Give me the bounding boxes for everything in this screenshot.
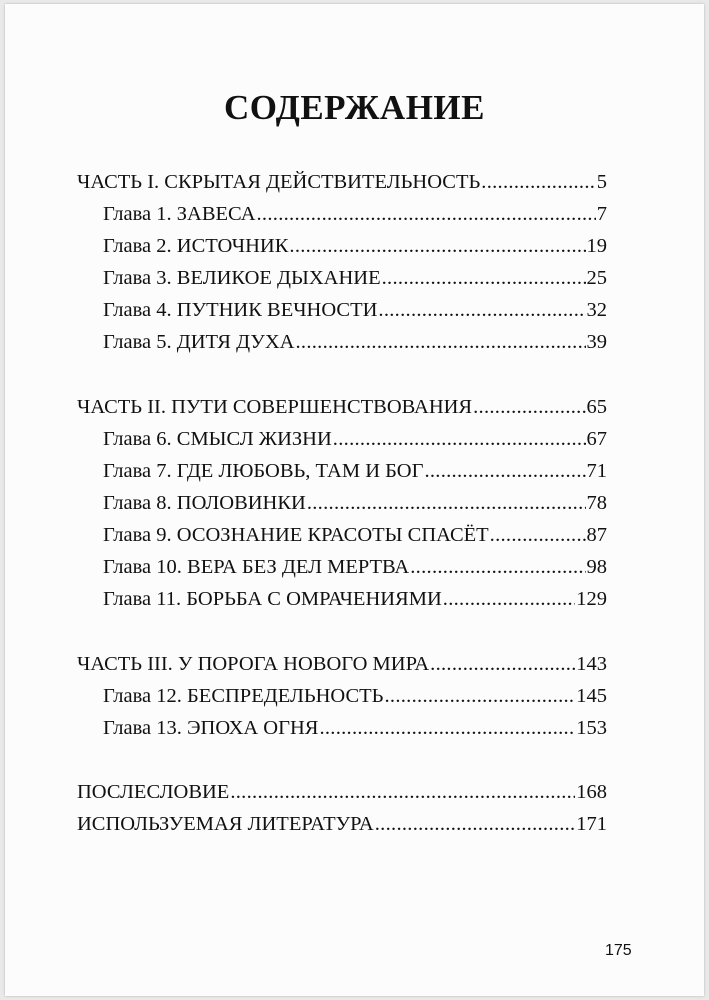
toc-entry-label: ЧАСТЬ I. СКРЫТАЯ ДЕЙСТВИТЕЛЬНОСТЬ: [77, 171, 481, 193]
leader-dots: [230, 777, 575, 807]
leader-dots: [257, 199, 596, 229]
leader-dots: [430, 649, 575, 679]
leader-dots: [295, 327, 585, 357]
toc-entry-label: Глава 8. ПОЛОВИНКИ: [103, 492, 306, 514]
leader-dots: [378, 295, 585, 325]
page-title: СОДЕРЖАНИЕ: [223, 88, 485, 127]
toc-entry-label: Глава 11. БОРЬБА С ОМРАЧЕНИЯМИ: [103, 588, 442, 610]
toc-entry-label: Глава 10. ВЕРА БЕЗ ДЕЛ МЕРТВА: [103, 556, 410, 578]
toc-entry-label: Глава 2. ИСТОЧНИК: [103, 235, 289, 257]
toc-entry-page: 71: [586, 460, 607, 482]
leader-dots: [375, 809, 576, 839]
toc-entry-label: Глава 9. ОСОЗНАНИЕ КРАСОТЫ СПАСЁТ: [103, 524, 489, 546]
toc-part-1: [77, 167, 607, 197]
toc-chapter-4: [103, 295, 607, 325]
leader-dots: [481, 167, 595, 197]
leader-dots: [382, 263, 586, 293]
toc-entry-label: Глава 12. БЕСПРЕДЕЛЬНОСТЬ: [103, 685, 384, 707]
toc-entry-label: Глава 1. ЗАВЕСА: [103, 203, 256, 225]
toc-entry-page: 7: [596, 203, 607, 225]
toc-entry-page: 67: [586, 428, 607, 450]
toc-chapter-2: [103, 231, 607, 261]
toc-entry-page: 171: [576, 813, 607, 835]
toc-entry-page: 65: [586, 396, 607, 418]
toc-chapter-6: [103, 424, 607, 454]
toc-entry-page: 78: [586, 492, 607, 514]
toc-entry-label: ИСПОЛЬЗУЕМАЯ ЛИТЕРАТУРА: [77, 813, 374, 835]
toc-entry-page: 98: [586, 556, 607, 578]
toc-entry-page: 143: [576, 653, 607, 675]
toc-chapter-10: [103, 552, 607, 582]
toc-entry-label: Глава 13. ЭПОХА ОГНЯ: [103, 717, 319, 739]
toc-entry-page: 145: [576, 685, 607, 707]
toc-entry-page: 153: [576, 717, 607, 739]
toc-entry-page: 25: [586, 267, 607, 289]
toc-chapter-13: [103, 713, 607, 743]
toc-entry-label: Глава 5. ДИТЯ ДУХА: [103, 331, 295, 353]
toc-entry-page: 5: [596, 171, 607, 193]
leader-dots: [473, 392, 585, 422]
leader-dots: [443, 584, 575, 614]
toc-entry-label: Глава 4. ПУТНИК ВЕЧНОСТИ: [103, 299, 378, 321]
toc-entry-page: 19: [586, 235, 607, 257]
leader-dots: [289, 231, 585, 261]
toc-chapter-1: [103, 199, 607, 229]
leader-dots: [333, 424, 586, 454]
toc-afterword: [77, 777, 607, 807]
toc-entry-page: 129: [576, 588, 607, 610]
leader-dots: [307, 488, 586, 518]
toc-entry-page: 39: [586, 331, 607, 353]
toc-entry-label: Глава 7. ГДЕ ЛЮБОВЬ, ТАМ И БОГ: [103, 460, 424, 482]
leader-dots: [424, 456, 585, 486]
page-number: 175: [605, 942, 632, 959]
toc-entry-label: Глава 3. ВЕЛИКОЕ ДЫХАНИЕ: [103, 267, 381, 289]
leader-dots: [410, 552, 585, 582]
toc-entry-label: Глава 6. СМЫСЛ ЖИЗНИ: [103, 428, 332, 450]
toc-chapter-8: [103, 488, 607, 518]
toc-entry-label: ЧАСТЬ III. У ПОРОГА НОВОГО МИРА: [77, 653, 430, 675]
leader-dots: [384, 681, 575, 711]
toc-entry-page: 168: [576, 781, 607, 803]
toc-entry-label: ПОСЛЕСЛОВИЕ: [77, 781, 230, 803]
toc-part-3: [77, 649, 607, 679]
toc-entry-label: ЧАСТЬ II. ПУТИ СОВЕРШЕНСТВОВАНИЯ: [77, 396, 473, 418]
leader-dots: [319, 713, 575, 743]
toc-chapter-7: [103, 456, 607, 486]
book-page: [5, 4, 704, 996]
leader-dots: [490, 520, 586, 550]
toc-entry-page: 87: [586, 524, 607, 546]
toc-bibliography: [77, 809, 607, 839]
toc-entry-page: 32: [586, 299, 607, 321]
toc-part-2: [77, 392, 607, 422]
toc-chapter-12: [103, 681, 607, 711]
toc-chapter-11: [103, 584, 607, 614]
toc-chapter-5: [103, 327, 607, 357]
toc-chapter-3: [103, 263, 607, 293]
toc-chapter-9: [103, 520, 607, 550]
